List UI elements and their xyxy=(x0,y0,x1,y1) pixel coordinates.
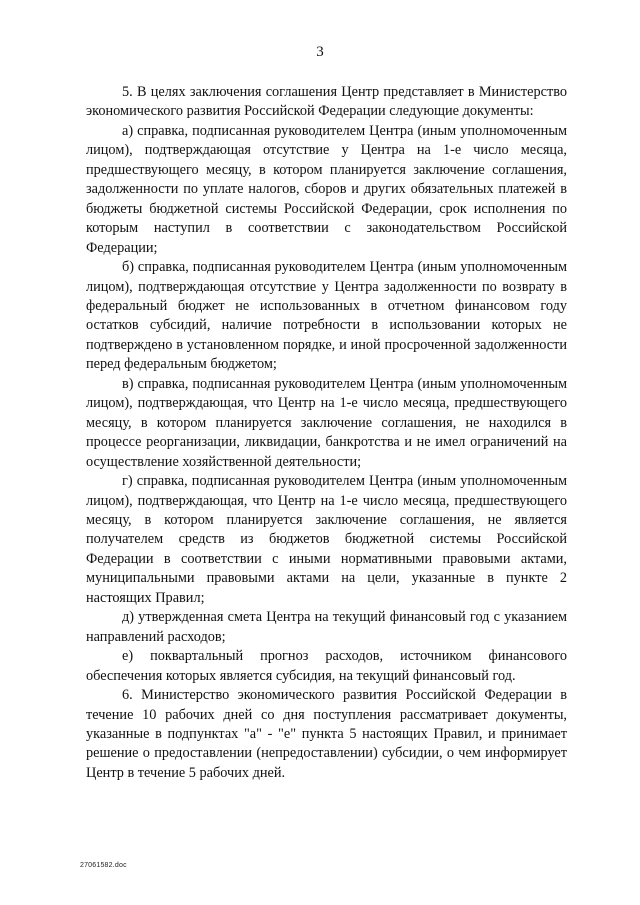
paragraph-6: 6. Министерство экономического развития Российской Федерации в течение 10 рабочих дней со дня поступления рассматривает документы, указанные в подпунктах "а" - "е" пункта 5 настоящих Правил, и принимает решение о предоставлении (непредоставлении) субсидии, о чем информирует Центр в течение 5 рабочих дней. xyxy=(86,687,567,781)
document-file-code: 27061582.doc xyxy=(80,862,127,869)
paragraph-5: 5. В целях заключения соглашения Центр представляет в Министерство экономического развития Российской Федерации следующие документы: xyxy=(86,84,567,120)
paragraph-5a: а) справка, подписанная руководителем Центра (иным уполномоченным лицом), подтверждающая отсутствие у Центра на 1-е число месяца, предшествующего месяцу, в котором планируется заключение соглашения, задолженности по уплате налогов, сборов и других обязательных платежей в бюджеты бюджетной системы Российской Федерации, срок исполнения по которым наступил в соответствии с законодательством Российской Федерации; xyxy=(86,122,567,256)
paragraph-5b: б) справка, подписанная руководителем Центра (иным уполномоченным лицом), подтверждающая отсутствие у Центра задолженности по возврату в федеральный бюджет не использованных в отчетном финансовом году остатков субсидий, наличие потребности в использовании которых не подтверждено в установленном порядке, и иной просроченной задолженности перед федеральным бюджетом; xyxy=(86,259,567,373)
page-number: 3 xyxy=(316,44,324,60)
paragraph-5g: г) справка, подписанная руководителем Центра (иным уполномоченным лицом), подтверждающая, что Центр на 1-е число месяца, предшествующего месяцу, в котором планируется заключение соглашения, не является получателем средств из бюджетов бюджетной системы Российской Федерации в соответствии с иными нормативными правовыми актами, муниципальными правовыми актами на цели, указанные в пункте 2 настоящих Правил; xyxy=(86,473,567,606)
paragraph-5v: в) справка, подписанная руководителем Центра (иным уполномоченным лицом), подтверждающая, что Центр на 1-е число месяца, предшествующего месяцу, в котором планируется заключение соглашения, не находился в процессе реорганизации, ликвидации, банкротства и не имел ограничений на осуществление хозяйственной деятельности; xyxy=(86,375,567,470)
paragraph-5e: е) поквартальный прогноз расходов, источником финансового обеспечения которых является субсидия, на текущий финансовый год. xyxy=(86,648,567,684)
paragraph-5d: д) утвержденная смета Центра на текущий финансовый год с указанием направлений расходов; xyxy=(86,609,567,645)
document-body xyxy=(86,83,567,783)
